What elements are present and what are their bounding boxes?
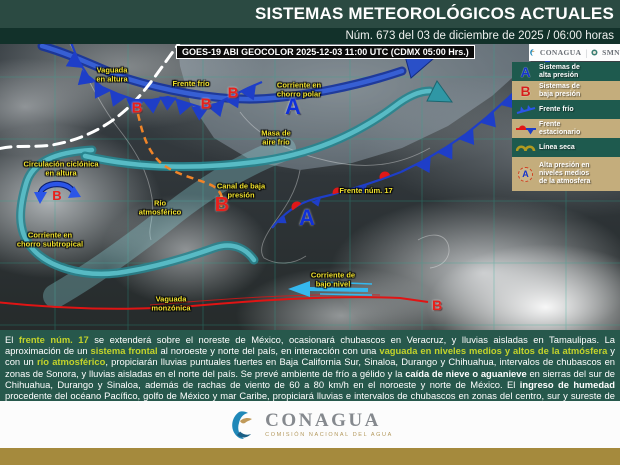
label-corriente-chorro-subtropical: Corriente en chorro subtropical	[16, 230, 84, 248]
footer	[0, 401, 620, 448]
legend-item-high-pressure: A Sistemas de alta presión	[512, 62, 620, 81]
low-center-2: B	[200, 95, 212, 113]
page-title: SISTEMAS METEOROLÓGICOS ACTUALES	[0, 0, 620, 28]
bulletin-number-date: Núm. 673 del 03 de diciembre de 2025 / 06:00 horas	[0, 28, 620, 44]
satellite-caption: GOES-19 ABI GEOCOLOR 2025-12-03 11:00 UTC (CDMX 05:00 Hrs.)	[176, 45, 475, 59]
legend-item-stationary-front: Frente estacionario	[512, 119, 620, 138]
low-level-jet-arrow	[288, 281, 372, 297]
high-pressure-letter-icon: A	[520, 63, 531, 80]
label-canal-baja-presion: Canal de baja presión	[216, 181, 266, 199]
conagua-logo-icon	[227, 409, 257, 441]
high-center-us: A	[285, 94, 301, 119]
conagua-eagle-icon	[529, 47, 536, 58]
legend-item-cold-front: Frente frío	[512, 100, 620, 119]
cyclone-low-letter: B	[52, 188, 62, 203]
stationary-front-icon	[512, 123, 539, 135]
conagua-tagline: COMISIÓN NACIONAL DEL AGUA	[265, 432, 393, 438]
weather-map	[0, 44, 620, 330]
conagua-wordmark-small: CONAGUA	[539, 48, 582, 57]
low-center-3: B	[227, 84, 239, 102]
label-vaguada-en-altura: Vaguada en altura	[96, 65, 128, 83]
map-legend	[512, 62, 620, 191]
label-frente-frio: Frente frío	[172, 78, 210, 88]
label-rio-atmosferico: Río atmosférico	[138, 198, 182, 216]
smn-wordmark-small: SMN	[602, 48, 620, 57]
low-center-1: B	[131, 99, 143, 117]
label-vaguada-monzonica: Vaguada monzónica	[151, 294, 191, 312]
smn-icon	[591, 48, 598, 57]
mid-level-high-icon: A	[512, 167, 539, 182]
cold-air-mass-region	[178, 44, 548, 170]
legend-item-mid-level-high: A Alta presión en niveles medios de la atmosfera	[512, 157, 620, 191]
label-corriente-bajo-nivel: Corriente de bajo nivel	[310, 270, 356, 288]
conagua-smn-logo-box	[529, 44, 620, 61]
label-frente-num-17: Frente núm. 17	[339, 185, 393, 195]
low-pressure-letter-icon: B	[520, 82, 531, 99]
label-masa-aire-frio: Masa de aire frío	[261, 128, 291, 146]
cold-front-icon	[512, 104, 539, 115]
label-corriente-chorro-polar: Corriente en chorro polar	[276, 80, 322, 98]
logo-divider: |	[585, 47, 588, 58]
legend-item-dry-line: Línea seca	[512, 138, 620, 157]
low-center-monsoon-trough: B	[431, 297, 443, 313]
stationary-front-line	[272, 172, 401, 228]
stationary-front-symbols	[278, 170, 393, 230]
conagua-wordmark: CONAGUA	[265, 410, 381, 431]
legend-item-low-pressure: B Sistemas de baja presión	[512, 81, 620, 100]
gold-footer-bar	[0, 448, 620, 465]
bulletin-text: El frente núm. 17 se extenderá sobre el noreste de México, ocasionará chubascos en Veracruz, y lluvias aisladas en Tamaulipas. La aproximación de un sistema frontal al noroeste y norte del país, en interacción con una vaguada en niveles medios y altos de la atmósfera y con un río atmosférico, propiciarán lluvias puntuales fuertes en Baja California Sur, Sinaloa, Durango y Chihuahua, intervalos de chubascos en zonas de Sonora, y lluvias aisladas en el norte del país. Se prevé ambiente de frío a gélido y la caída de nieve o aguanieve en sierras del sur de Chihuahua, Durango y Sinaloa, además de rachas de viento de 60 a 80 km/h en el noroeste y norte de México. El ingreso de humedad procedente del océano Pacífico, golfo de México y mar Caribe, propiciará lluvias e intervalos de chubascos en zonas del centro, sur y sureste de	[5, 334, 616, 402]
dry-line-icon	[512, 143, 539, 153]
label-circulacion-ciclonica: Circulación ciclónica en altura	[23, 159, 99, 177]
conagua-brand	[265, 411, 393, 438]
low-center-channel: B	[214, 194, 230, 216]
bulletin-text-block	[0, 330, 620, 401]
high-center-gulf: A	[299, 205, 315, 230]
